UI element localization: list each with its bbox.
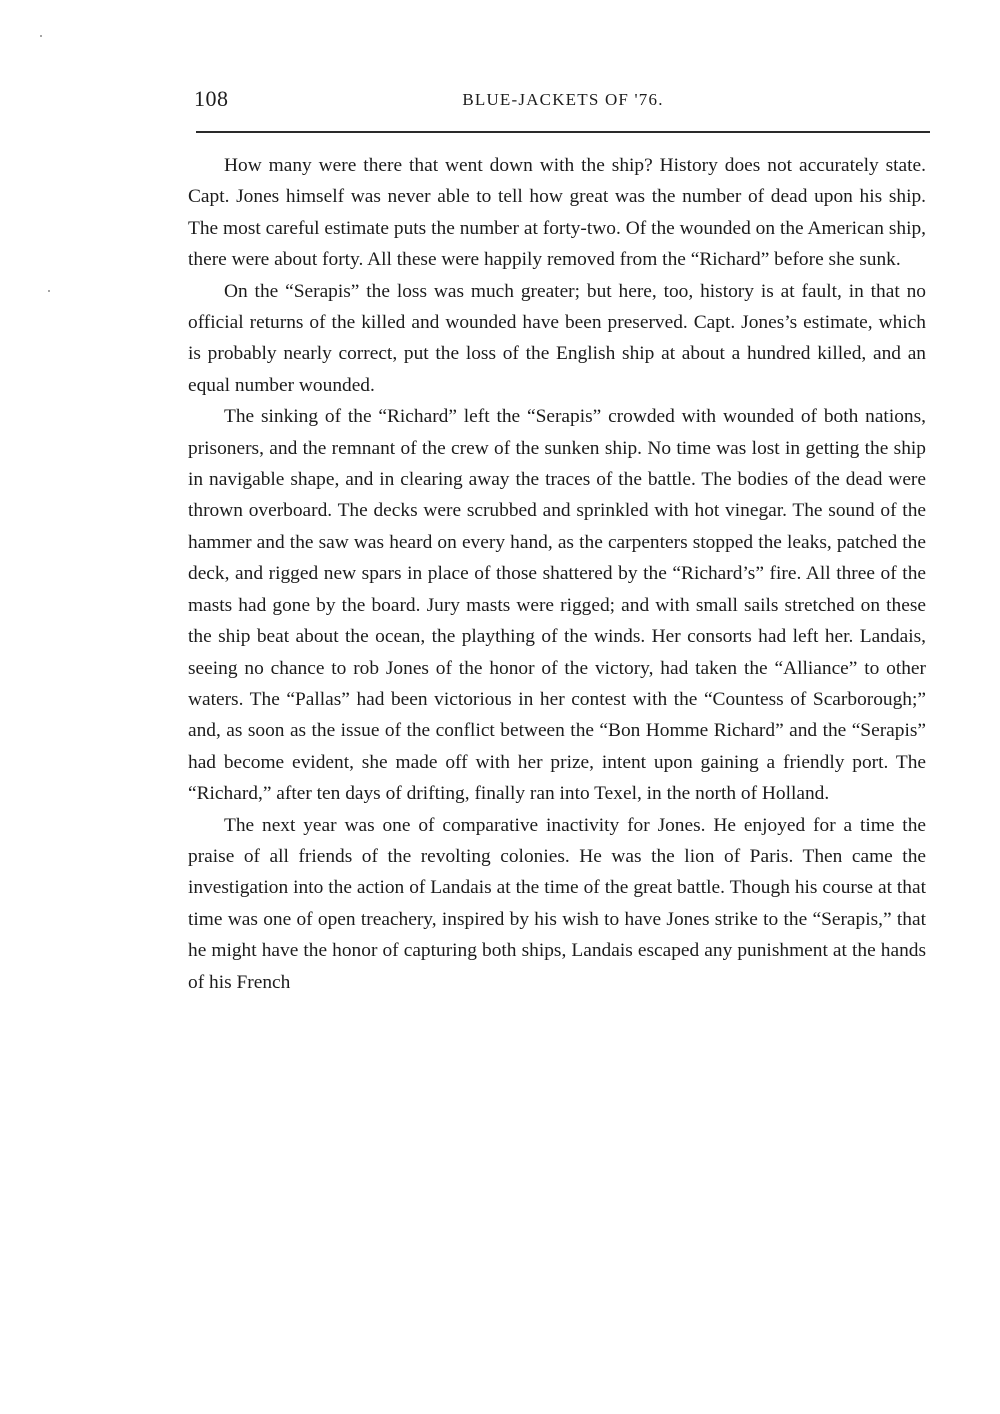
body-text	[188, 150, 926, 998]
paragraph-3: The sinking of the “Richard” left the “Serapis” crowded with wounded of both nations, prisoners, and the remnant of the crew of the sunken ship. No time was lost in getting the ship in navigable shape, and in clearing away the traces of the battle. The bodies of the dead were thrown overboard. The decks were scrubbed and sprinkled with hot vinegar. The sound of the hammer and the saw was heard on every hand, as the carpenters stopped the leaks, patched the deck, and rigged new spars in place of those shattered by the “Richard’s” fire. All three of the masts had gone by the board. Jury masts were rigged; and with small sails stretched on these the ship beat about the ocean, the plaything of the winds. Her consorts had left her. Landais, seeing no chance to rob Jones of the honor of the victory, had taken the “Alliance” to other waters. The “Pallas” had been victorious in her contest with the “Countess of Scarborough;” and, as soon as the issue of the conflict between the “Bon Homme Richard” and the “Serapis” had become evident, she made off with her prize, intent upon gaining a friendly port. The “Richard,” after ten days of drifting, finally ran into Texel, in the north of Holland.	[188, 406, 926, 805]
scan-speck	[40, 35, 42, 37]
paragraph-1: How many were there that went down with the ship? History does not accurately state. Capt. Jones himself was never able to tell how great was the number of dead upon his ship. The most careful estimate puts the number at forty-two. Of the wounded on the American ship, there were about forty. All these were happily removed from the “Richard” before she sunk.	[188, 155, 926, 271]
scan-speck	[48, 290, 50, 292]
paragraph-2: On the “Serapis” the loss was much greater; but here, too, history is at fault, in that no official returns of the killed and wounded have been preserved. Capt. Jones’s estimate, which is probably nearly correct, put the loss of the English ship at about a hundred killed, and an equal number wounded.	[188, 280, 926, 396]
page-number: 108	[194, 86, 229, 111]
running-head: BLUE-JACKETS OF '76.	[462, 90, 664, 109]
paragraph-4: The next year was one of comparative inactivity for Jones. He enjoyed for a time the praise of all friends of the revolting colonies. He was the lion of Paris. Then came the investigation into the action of Landais at the time of the great battle. Though his course at that time was one of open treachery, inspired by his wish to have Jones strike to the “Serapis,” that he might have the honor of capturing both ships, Landais escaped any punishment at the hands of his French	[188, 814, 926, 993]
header-rule	[196, 131, 930, 133]
page-header	[194, 86, 932, 120]
